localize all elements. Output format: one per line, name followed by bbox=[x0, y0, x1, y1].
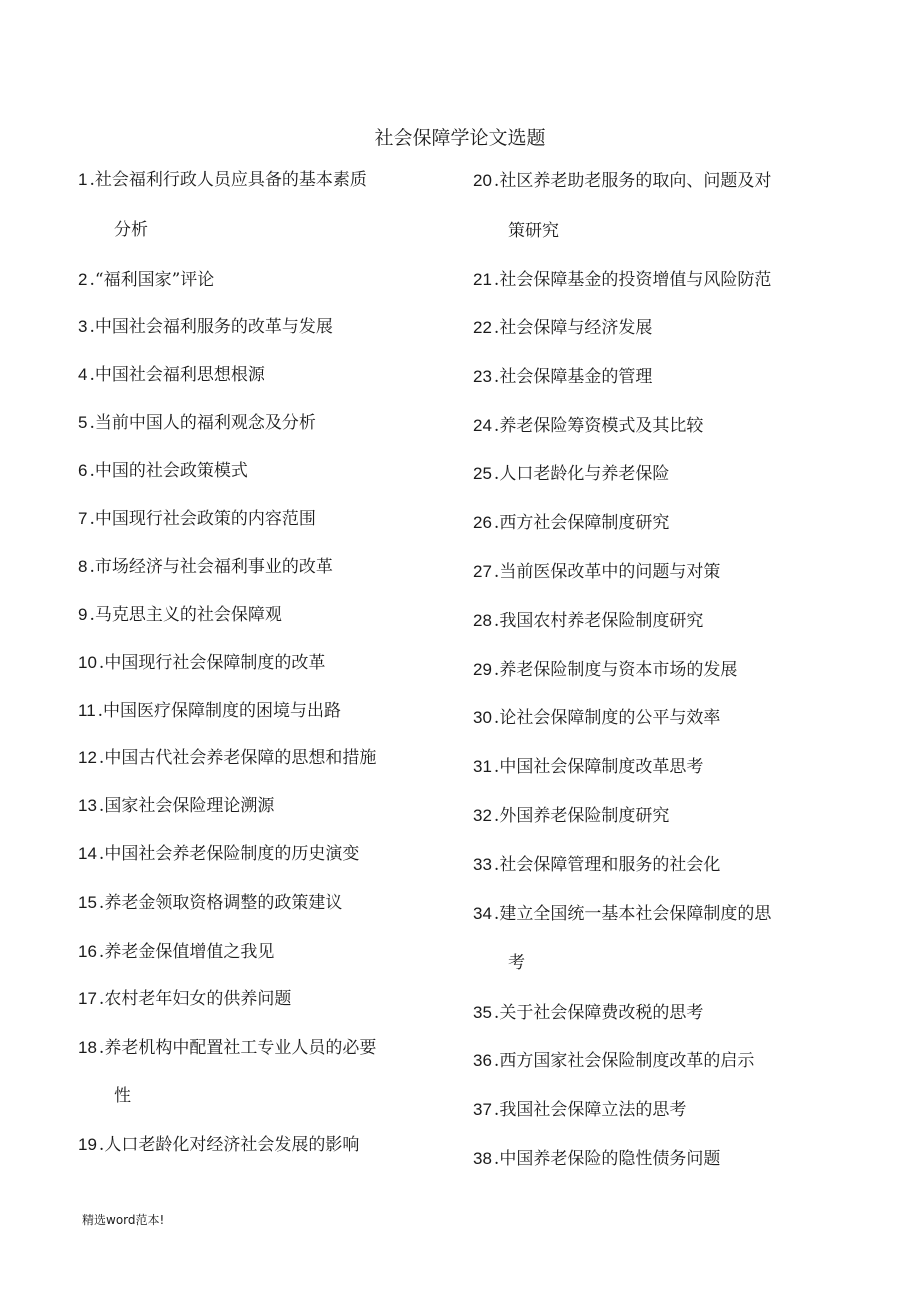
topic-item bbox=[473, 853, 853, 877]
topic-text: .中国的社会政策模式 bbox=[89, 461, 248, 481]
topic-number: 2 bbox=[78, 270, 88, 289]
topic-text: .中国养老保险的隐性债务问题 bbox=[493, 1149, 721, 1169]
topic-text: .建立全国统一基本社会保障制度的思 bbox=[493, 904, 772, 924]
topic-number: 31 bbox=[473, 757, 492, 776]
topic-item bbox=[78, 746, 448, 770]
topic-item bbox=[473, 1147, 853, 1171]
topic-text: .中国医疗保障制度的困境与出路 bbox=[97, 701, 342, 721]
topic-number: 16 bbox=[78, 942, 97, 961]
topic-text: .中国社会保障制度改革思考 bbox=[493, 757, 704, 777]
topic-item bbox=[473, 268, 853, 292]
topic-text-continuation: 考 bbox=[508, 953, 525, 973]
topic-text: .当前医保改革中的问题与对策 bbox=[493, 562, 721, 582]
topic-text: .人口老龄化对经济社会发展的影响 bbox=[98, 1135, 360, 1155]
topic-item bbox=[473, 316, 853, 340]
topic-item bbox=[473, 1098, 853, 1122]
topic-text: .养老金保值增值之我见 bbox=[98, 942, 275, 962]
topic-item bbox=[78, 1133, 448, 1157]
topic-item bbox=[78, 987, 448, 1011]
topic-text: .中国社会养老保险制度的历史演变 bbox=[98, 844, 360, 864]
topic-item bbox=[78, 315, 448, 339]
topic-text: .中国社会福利思想根源 bbox=[89, 365, 265, 385]
topic-number: 33 bbox=[473, 855, 492, 874]
page-title: 社会保障学论文选题 bbox=[374, 127, 546, 149]
topic-text: .关于社会保障费改税的思考 bbox=[493, 1003, 704, 1023]
topic-number: 38 bbox=[473, 1149, 492, 1168]
topic-text-continuation: 分析 bbox=[114, 220, 148, 240]
topic-number: 14 bbox=[78, 844, 97, 863]
topic-text: .社区养老助老服务的取向、问题及对 bbox=[493, 171, 772, 191]
topic-text: .养老保险筹资模式及其比较 bbox=[493, 416, 704, 436]
topic-number: 12 bbox=[78, 748, 97, 767]
topic-item bbox=[473, 658, 853, 682]
topic-number: 4 bbox=[78, 365, 88, 384]
topic-text-continuation: 性 bbox=[114, 1086, 131, 1106]
topic-number: 27 bbox=[473, 562, 492, 581]
topic-number: 9 bbox=[78, 605, 88, 624]
topic-text: .中国社会福利服务的改革与发展 bbox=[89, 317, 333, 337]
topic-item bbox=[473, 804, 853, 828]
topic-number: 17 bbox=[78, 989, 97, 1008]
topic-item bbox=[78, 891, 448, 915]
topic-text: .中国现行社会政策的内容范围 bbox=[89, 509, 316, 529]
topic-text: .养老金领取资格调整的政策建议 bbox=[98, 893, 343, 913]
topic-item bbox=[473, 414, 853, 438]
topic-item bbox=[78, 555, 448, 579]
topic-text: .中国现行社会保障制度的改革 bbox=[98, 653, 326, 673]
topic-text: .社会保障基金的管理 bbox=[493, 367, 653, 387]
topic-number: 21 bbox=[473, 270, 492, 289]
topic-number: 10 bbox=[78, 653, 97, 672]
topic-text: .社会福利行政人员应具备的基本素质 bbox=[89, 170, 367, 190]
topic-number: 23 bbox=[473, 367, 492, 386]
topic-item bbox=[473, 1049, 853, 1073]
topic-item bbox=[78, 603, 448, 627]
topic-text: .我国社会保障立法的思考 bbox=[493, 1100, 687, 1120]
topic-text: .外国养老保险制度研究 bbox=[493, 806, 670, 826]
topic-number: 5 bbox=[78, 413, 88, 432]
topic-item bbox=[78, 1036, 448, 1060]
topic-item bbox=[78, 842, 448, 866]
topic-item bbox=[473, 560, 853, 584]
topic-text: .社会保障与经济发展 bbox=[493, 318, 653, 338]
topic-item bbox=[473, 755, 853, 779]
topic-text: .“福利国家”评论 bbox=[89, 270, 215, 290]
topic-item bbox=[473, 1001, 853, 1025]
topic-text: .社会保障管理和服务的社会化 bbox=[493, 855, 721, 875]
topic-text: .西方国家社会保险制度改革的启示 bbox=[493, 1051, 755, 1071]
topic-number: 6 bbox=[78, 461, 88, 480]
topic-number: 30 bbox=[473, 708, 492, 727]
topic-number: 29 bbox=[473, 660, 492, 679]
topic-text: .养老保险制度与资本市场的发展 bbox=[493, 660, 738, 680]
topic-number: 7 bbox=[78, 509, 88, 528]
topic-item bbox=[78, 699, 448, 723]
topic-item bbox=[78, 268, 448, 292]
topic-item bbox=[78, 363, 448, 387]
topic-number: 18 bbox=[78, 1038, 97, 1057]
topic-number: 22 bbox=[473, 318, 492, 337]
topic-number: 8 bbox=[78, 557, 88, 576]
topic-number: 11 bbox=[78, 701, 96, 720]
topic-number: 37 bbox=[473, 1100, 492, 1119]
topic-item bbox=[473, 365, 853, 389]
topic-text: .国家社会保险理论溯源 bbox=[98, 796, 275, 816]
topic-text: .养老机构中配置社工专业人员的必要 bbox=[98, 1038, 377, 1058]
topic-number: 32 bbox=[473, 806, 492, 825]
topic-number: 19 bbox=[78, 1135, 97, 1154]
topic-number: 35 bbox=[473, 1003, 492, 1022]
topic-text-continuation: 策研究 bbox=[508, 221, 559, 241]
topic-number: 3 bbox=[78, 317, 88, 336]
footer-note: 精选word范本! bbox=[82, 1213, 165, 1227]
topic-number: 1 bbox=[78, 170, 88, 189]
topic-text: .农村老年妇女的供养问题 bbox=[98, 989, 292, 1009]
topic-item bbox=[473, 706, 853, 730]
topic-item bbox=[78, 651, 448, 675]
topic-text: .中国古代社会养老保障的思想和措施 bbox=[98, 748, 377, 768]
topic-item bbox=[473, 169, 853, 193]
topic-number: 36 bbox=[473, 1051, 492, 1070]
topic-text: .当前中国人的福利观念及分析 bbox=[89, 413, 316, 433]
topic-text: .论社会保障制度的公平与效率 bbox=[493, 708, 721, 728]
topic-item bbox=[78, 940, 448, 964]
topic-item bbox=[473, 462, 853, 486]
topic-number: 25 bbox=[473, 464, 492, 483]
topic-item bbox=[78, 168, 448, 192]
topic-number: 24 bbox=[473, 416, 492, 435]
topic-text: .人口老龄化与养老保险 bbox=[493, 464, 670, 484]
topic-text: .西方社会保障制度研究 bbox=[493, 513, 670, 533]
topic-item bbox=[78, 459, 448, 483]
topic-item bbox=[473, 609, 853, 633]
topic-number: 26 bbox=[473, 513, 492, 532]
topic-item bbox=[473, 511, 853, 535]
topic-item bbox=[78, 794, 448, 818]
topic-number: 13 bbox=[78, 796, 97, 815]
topic-text: .社会保障基金的投资增值与风险防范 bbox=[493, 270, 772, 290]
topic-text: .市场经济与社会福利事业的改革 bbox=[89, 557, 333, 577]
topic-number: 34 bbox=[473, 904, 492, 923]
topic-number: 15 bbox=[78, 893, 97, 912]
topic-number: 20 bbox=[473, 171, 492, 190]
topic-item bbox=[78, 411, 448, 435]
topic-text: .马克思主义的社会保障观 bbox=[89, 605, 282, 625]
topic-number: 28 bbox=[473, 611, 492, 630]
topic-text: .我国农村养老保险制度研究 bbox=[493, 611, 704, 631]
topic-item bbox=[78, 507, 448, 531]
topic-item bbox=[473, 902, 853, 926]
